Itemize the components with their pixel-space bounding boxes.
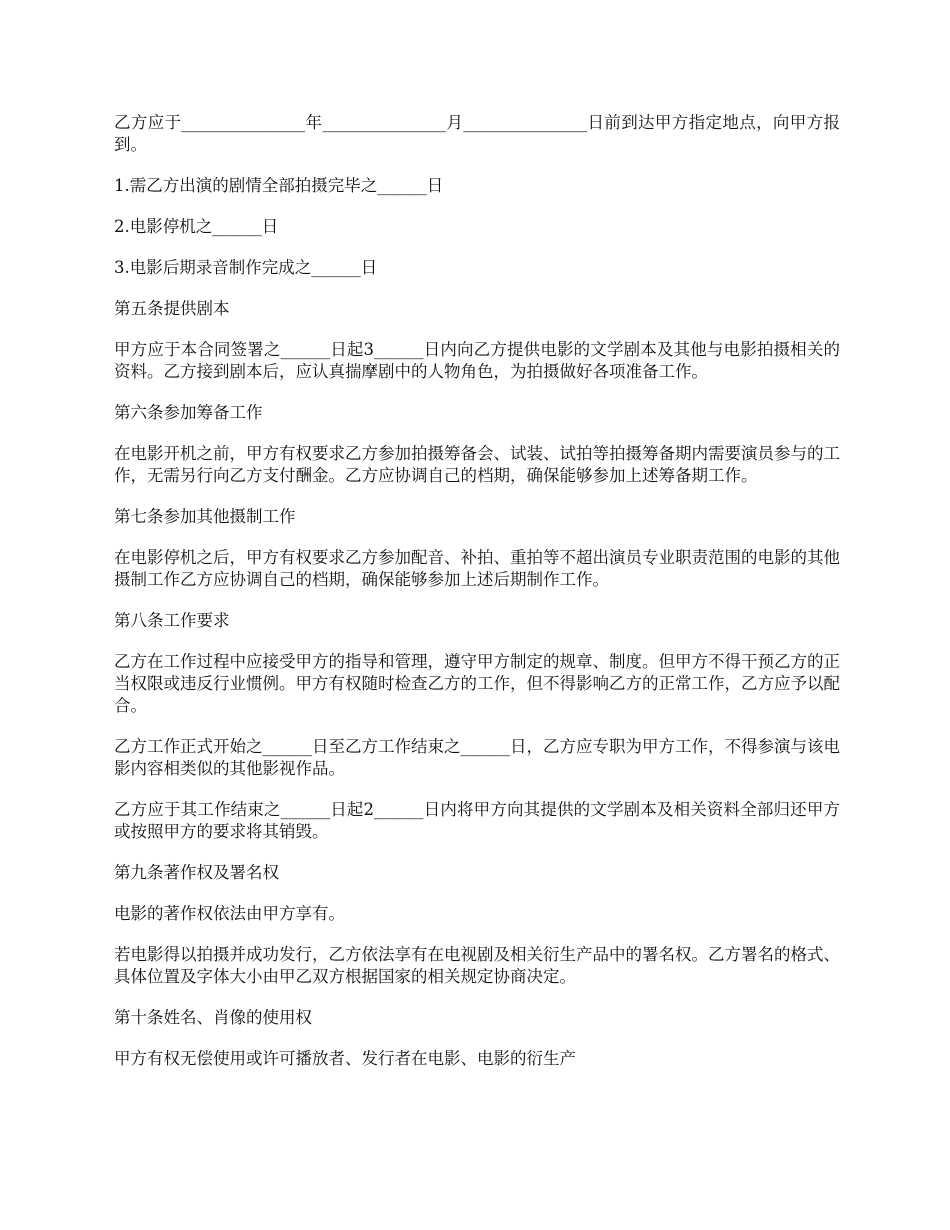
document-body <box>114 112 840 1089</box>
list-item: 3.电影后期录音制作完成之______日 <box>114 258 378 277</box>
section-heading-article-6: 第六条参加筹备工作 <box>114 403 263 422</box>
list-item: 2.电影停机之______日 <box>114 217 279 236</box>
article-7-paragraph: 在电影停机之后，甲方有权要求乙方参加配音、补拍、重拍等不超出演员专业职责范围的电影的其他摄制工作乙方应协调自己的档期，确保能够参加上述后期制作工作。 <box>114 548 840 589</box>
section-heading-article-10: 第十条姓名、肖像的使用权 <box>114 1008 312 1027</box>
article-8-paragraph-2: 乙方工作正式开始之______日至乙方工作结束之______日，乙方应专职为甲方工作，不得参演与该电影内容相类似的其他影视作品。 <box>114 737 840 778</box>
article-8-paragraph-1: 乙方在工作过程中应接受甲方的指导和管理，遵守甲方制定的规章、制度。但甲方不得干预乙方的正当权限或违反行业惯例。甲方有权随时检查乙方的工作，但不得影响乙方的正常工作，乙方应予以配合。 <box>114 652 840 715</box>
article-8-paragraph-3: 乙方应于其工作结束之______日起2______日内将甲方向其提供的文学剧本及相关资料全部归还甲方或按照甲方的要求将其销毁。 <box>114 800 840 841</box>
section-heading-article-7: 第七条参加其他摄制工作 <box>114 507 296 526</box>
section-heading-article-8: 第八条工作要求 <box>114 611 230 630</box>
article-6-paragraph: 在电影开机之前，甲方有权要求乙方参加拍摄筹备会、试装、试拍等拍摄筹备期内需要演员参与的工作，无需另行向乙方支付酬金。乙方应协调自己的档期，确保能够参加上述筹备期工作。 <box>114 444 840 485</box>
list-item: 1.需乙方出演的剧情全部拍摄完毕之______日 <box>114 176 444 195</box>
article-9-paragraph-2: 若电影得以拍摄并成功发行，乙方依法享有在电视剧及相关衍生产品中的署名权。乙方署名的格式、具体位置及字体大小由甲乙双方根据国家的相关规定协商决定。 <box>114 945 840 986</box>
arrival-date-paragraph: 乙方应于_______________年_______________月_______________日前到达甲方指定地点，向甲方报到。 <box>114 113 840 154</box>
article-5-paragraph: 甲方应于本合同签署之______日起3______日内向乙方提供电影的文学剧本及其他与电影拍摄相关的资料。乙方接到剧本后，应认真揣摩剧中的人物角色，为拍摄做好各项准备工作。 <box>114 340 840 381</box>
article-9-paragraph-1: 电影的著作权依法由甲方享有。 <box>114 904 345 923</box>
section-heading-article-9: 第九条著作权及署名权 <box>114 863 279 882</box>
section-heading-article-5: 第五条提供剧本 <box>114 299 230 318</box>
article-10-paragraph: 甲方有权无偿使用或许可播放者、发行者在电影、电影的衍生产 <box>114 1049 576 1068</box>
